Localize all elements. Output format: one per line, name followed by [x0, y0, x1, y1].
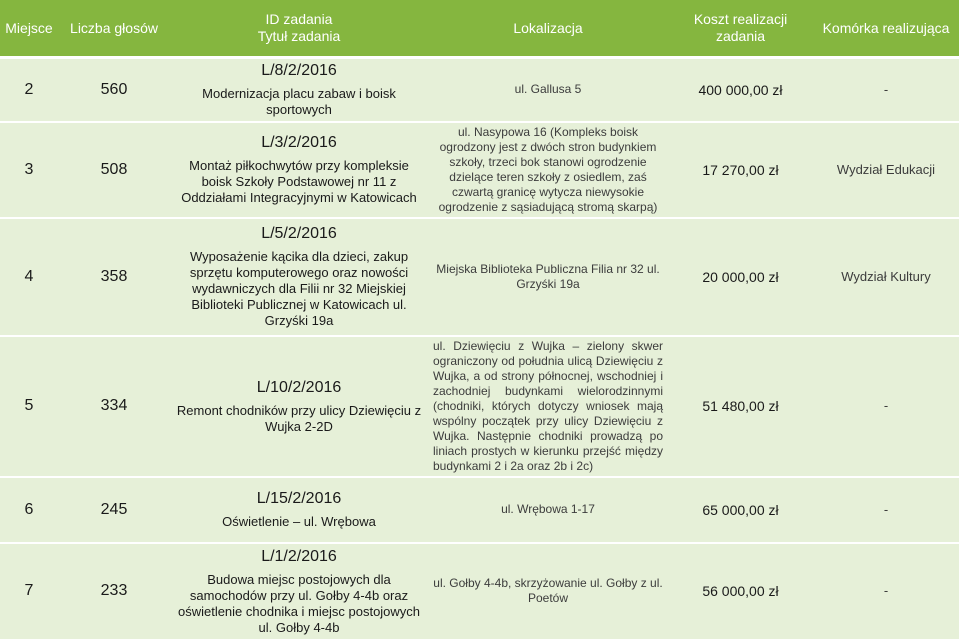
header-id: ID zadania: [265, 11, 333, 27]
votes-cell: 245: [58, 477, 170, 543]
unit-cell: Wydział Edukacji: [813, 122, 959, 218]
task-title: Modernizacja placu zabaw i boisk sportowych: [202, 86, 396, 118]
cost-cell: 51 480,00 zł: [668, 336, 813, 477]
task-id: L/1/2/2016: [261, 547, 337, 565]
task-title: Montaż piłkochwytów przy kompleksie boisk Szkoły Podstawowej nr 11 z Oddziałami Integracyjnymi w Katowicach: [181, 158, 417, 205]
unit-cell: -: [813, 336, 959, 477]
location-cell: ul. Gołby 4-4b, skrzyżowanie ul. Gołby z ul. Poetów: [428, 543, 668, 639]
task-cell: [170, 543, 428, 639]
header-koszt: [668, 0, 813, 58]
task-cell: [170, 218, 428, 336]
task-id: L/15/2/2016: [256, 490, 342, 507]
cost-cell: 400 000,00 zł: [668, 58, 813, 122]
header-id-tytul: [170, 0, 428, 58]
table-header-row: [0, 0, 959, 58]
votes-cell: 508: [58, 122, 170, 218]
table-row: [0, 336, 959, 477]
task-title: Wyposażenie kącika dla dzieci, zakup sprzętu komputerowego oraz nowości wydawniczych dla Filii nr 32 Miejskiej Biblioteki Publicznej w Katowicach ul. Grzyśki 19a: [189, 249, 409, 328]
location-cell: Miejska Biblioteka Publiczna Filia nr 32 ul. Grzyśki 19a: [428, 218, 668, 336]
cost-cell: 65 000,00 zł: [668, 477, 813, 543]
location-cell: ul. Gallusa 5: [428, 58, 668, 122]
header-koszt-line1: Koszt realizacji: [693, 11, 788, 27]
place-cell: 4: [0, 218, 58, 336]
votes-cell: 358: [58, 218, 170, 336]
task-title: Remont chodników przy ulicy Dziewięciu z Wujka 2-2D: [176, 402, 422, 434]
location-cell: ul. Nasypowa 16 (Kompleks boisk ogrodzony jest z dwóch stron budynkiem szkoły, trzeci bok stanowi ogrodzenie dzielące teren szkoły z osiedlem, zaś czwartą granicę wytycza niewysokie ogrodzenie z sąsiadującą stromą skarpą): [428, 122, 668, 218]
location-cell: ul. Wrębowa 1-17: [428, 477, 668, 543]
cost-cell: 56 000,00 zł: [668, 543, 813, 639]
task-cell: [170, 477, 428, 543]
header-liczba-glosow: Liczba głosów: [58, 0, 170, 58]
votes-cell: 334: [58, 336, 170, 477]
task-id: L/5/2/2016: [261, 225, 337, 242]
task-title: Budowa miejsc postojowych dla samochodów przy ul. Gołby 4-4b oraz oświetlenie chodnika i miejsc postojowych ul. Gołby 4-4b: [177, 571, 421, 635]
header-lokalizacja: Lokalizacja: [428, 0, 668, 58]
place-cell: 5: [0, 336, 58, 477]
location-cell: ul. Dziewięciu z Wujka – zielony skwer ograniczony od południa ulicą Dziewięciu z Wujka, a od strony północnej, wschodniej i zachodniej budynkami wielorodzinnymi (chodniki, których dotyczy wniosek mają wspólny początek przy ulicy Dziewięciu z Wujka. Następnie chodniki prowadzą po liniach prostych w kierunku przejść między budynkami 2 i 2a oraz 2b i 2c): [428, 336, 668, 477]
task-cell: [170, 122, 428, 218]
header-koszt-line2: zadania: [715, 28, 766, 44]
unit-cell: Wydział Kultury: [813, 218, 959, 336]
table-row: [0, 477, 959, 543]
task-id: L/3/2/2016: [261, 134, 337, 151]
header-miejsce: Miejsce: [0, 0, 58, 58]
votes-cell: 233: [58, 543, 170, 639]
task-id: L/10/2/2016: [256, 378, 342, 396]
table-row: [0, 543, 959, 639]
place-cell: 3: [0, 122, 58, 218]
table-row: [0, 218, 959, 336]
unit-cell: -: [813, 58, 959, 122]
votes-cell: 560: [58, 58, 170, 122]
task-cell: [170, 336, 428, 477]
header-tytul: Tytuł zadania: [257, 28, 341, 44]
header-komorka: Komórka realizująca: [813, 0, 959, 58]
place-cell: 6: [0, 477, 58, 543]
unit-cell: -: [813, 543, 959, 639]
place-cell: 2: [0, 58, 58, 122]
table-row: [0, 58, 959, 122]
unit-cell: -: [813, 477, 959, 543]
table-row: [0, 122, 959, 218]
cost-cell: 17 270,00 zł: [668, 122, 813, 218]
task-cell: [170, 58, 428, 122]
cost-cell: 20 000,00 zł: [668, 218, 813, 336]
place-cell: 7: [0, 543, 58, 639]
task-title: Oświetlenie – ul. Wrębowa: [222, 514, 376, 529]
task-id: L/8/2/2016: [261, 62, 337, 80]
